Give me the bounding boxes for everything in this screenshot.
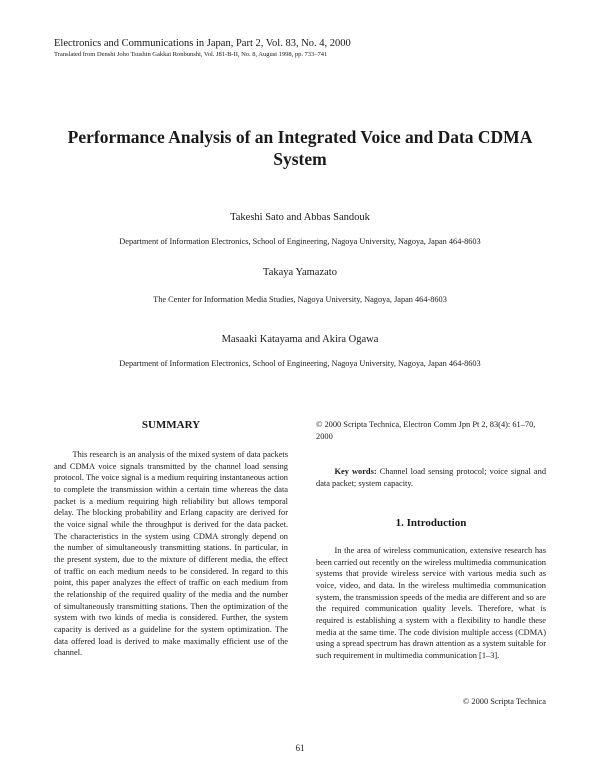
introduction-heading: 1. Introduction xyxy=(395,517,467,529)
keywords-label: Key words: xyxy=(334,467,377,476)
author-affiliation-3: Department of Information Electronics, School of Engineering, Nagoya University, Nagoya, Japan 464-8603 xyxy=(119,359,481,368)
journal-citation: Electronics and Communications in Japan, Part 2, Vol. 83, No. 4, 2000 xyxy=(54,38,351,49)
page-number: 61 xyxy=(295,743,305,753)
author-names-2: Takaya Yamazato xyxy=(263,267,337,278)
keywords xyxy=(316,466,546,489)
paper-title xyxy=(40,126,560,170)
keywords-text: Channel load sensing protocol; voice signal and data packet; system capacity. xyxy=(316,467,547,488)
introduction-body xyxy=(316,545,546,662)
author-affiliation-2: The Center for Information Media Studies, Nagoya University, Nagoya, Japan 464-8603 xyxy=(153,295,447,304)
summary-heading: SUMMARY xyxy=(141,419,201,431)
author-names-3: Masaaki Katayama and Akira Ogawa xyxy=(221,334,379,345)
summary-body xyxy=(54,449,288,659)
author-names-1: Takeshi Sato and Abbas Sandouk xyxy=(230,212,370,223)
paper-title-line-2: System xyxy=(273,149,327,169)
paper-title-line-1: Performance Analysis of an Integrated Voice and Data CDMA xyxy=(67,127,533,147)
summary-paragraph: This research is an analysis of the mixed system of data packets and CDMA voice signals transmitted by the channel load sensing protocol. The voice signal is a medium requiring instantaneous action to complete the transmission within a certain time whereas the data packet is a medium requiring high reliability but allows temporal delay. The blocking probability and Erlang capacity are derived for the voice signal while the throughput is derived for the data packet. The characteristics in the system using CDMA strongly depend on the number of simultaneously transmitting stations. In particular, in the present system, due to the mixture of different media, the effect of traffic on each medium needs to be considered. In regard to this point, this paper analyzes the effect of traffic on each medium from the relationship of the required quality of the media and the number of simultaneously transmitting stations. Then the optimization of the system with two kinds of media is considered. Further, the system capacity is derived as a guideline for the system optimization. The data offered load is derived to make maximally efficient use of the channel. xyxy=(54,450,288,658)
author-affiliation-1: Department of Information Electronics, School of Engineering, Nagoya University, Nagoya, Japan 464-8603 xyxy=(119,237,481,246)
introduction-paragraph: In the area of wireless communication, extensive research has been carried out recently on the wireless multimedia communication systems that provide wireless service with various media such as voice, video, and data. In the wireless multimedia communication system, the transmission speeds of the media are different and so are the required communication quality levels. Therefore, what is required is establishing a system with a flexibility to handle these media at the same time. The code division multiple access (CDMA) using a spread spectrum has drawn attention as a system suitable for such requirement in multimedia communication [1–3]. xyxy=(316,546,546,660)
copyright-footer: © 2000 Scripta Technica xyxy=(462,697,546,706)
translation-note: Translated from Denshi Joho Tsushin Gakkai Ronbunshi, Vol. J81-B-II, No. 8, August 1998, pp. 733–741 xyxy=(54,51,328,58)
copyright-notice: © 2000 Scripta Technica, Electron Comm Jpn Pt 2, 83(4): 61–70, 2000 xyxy=(316,420,536,441)
